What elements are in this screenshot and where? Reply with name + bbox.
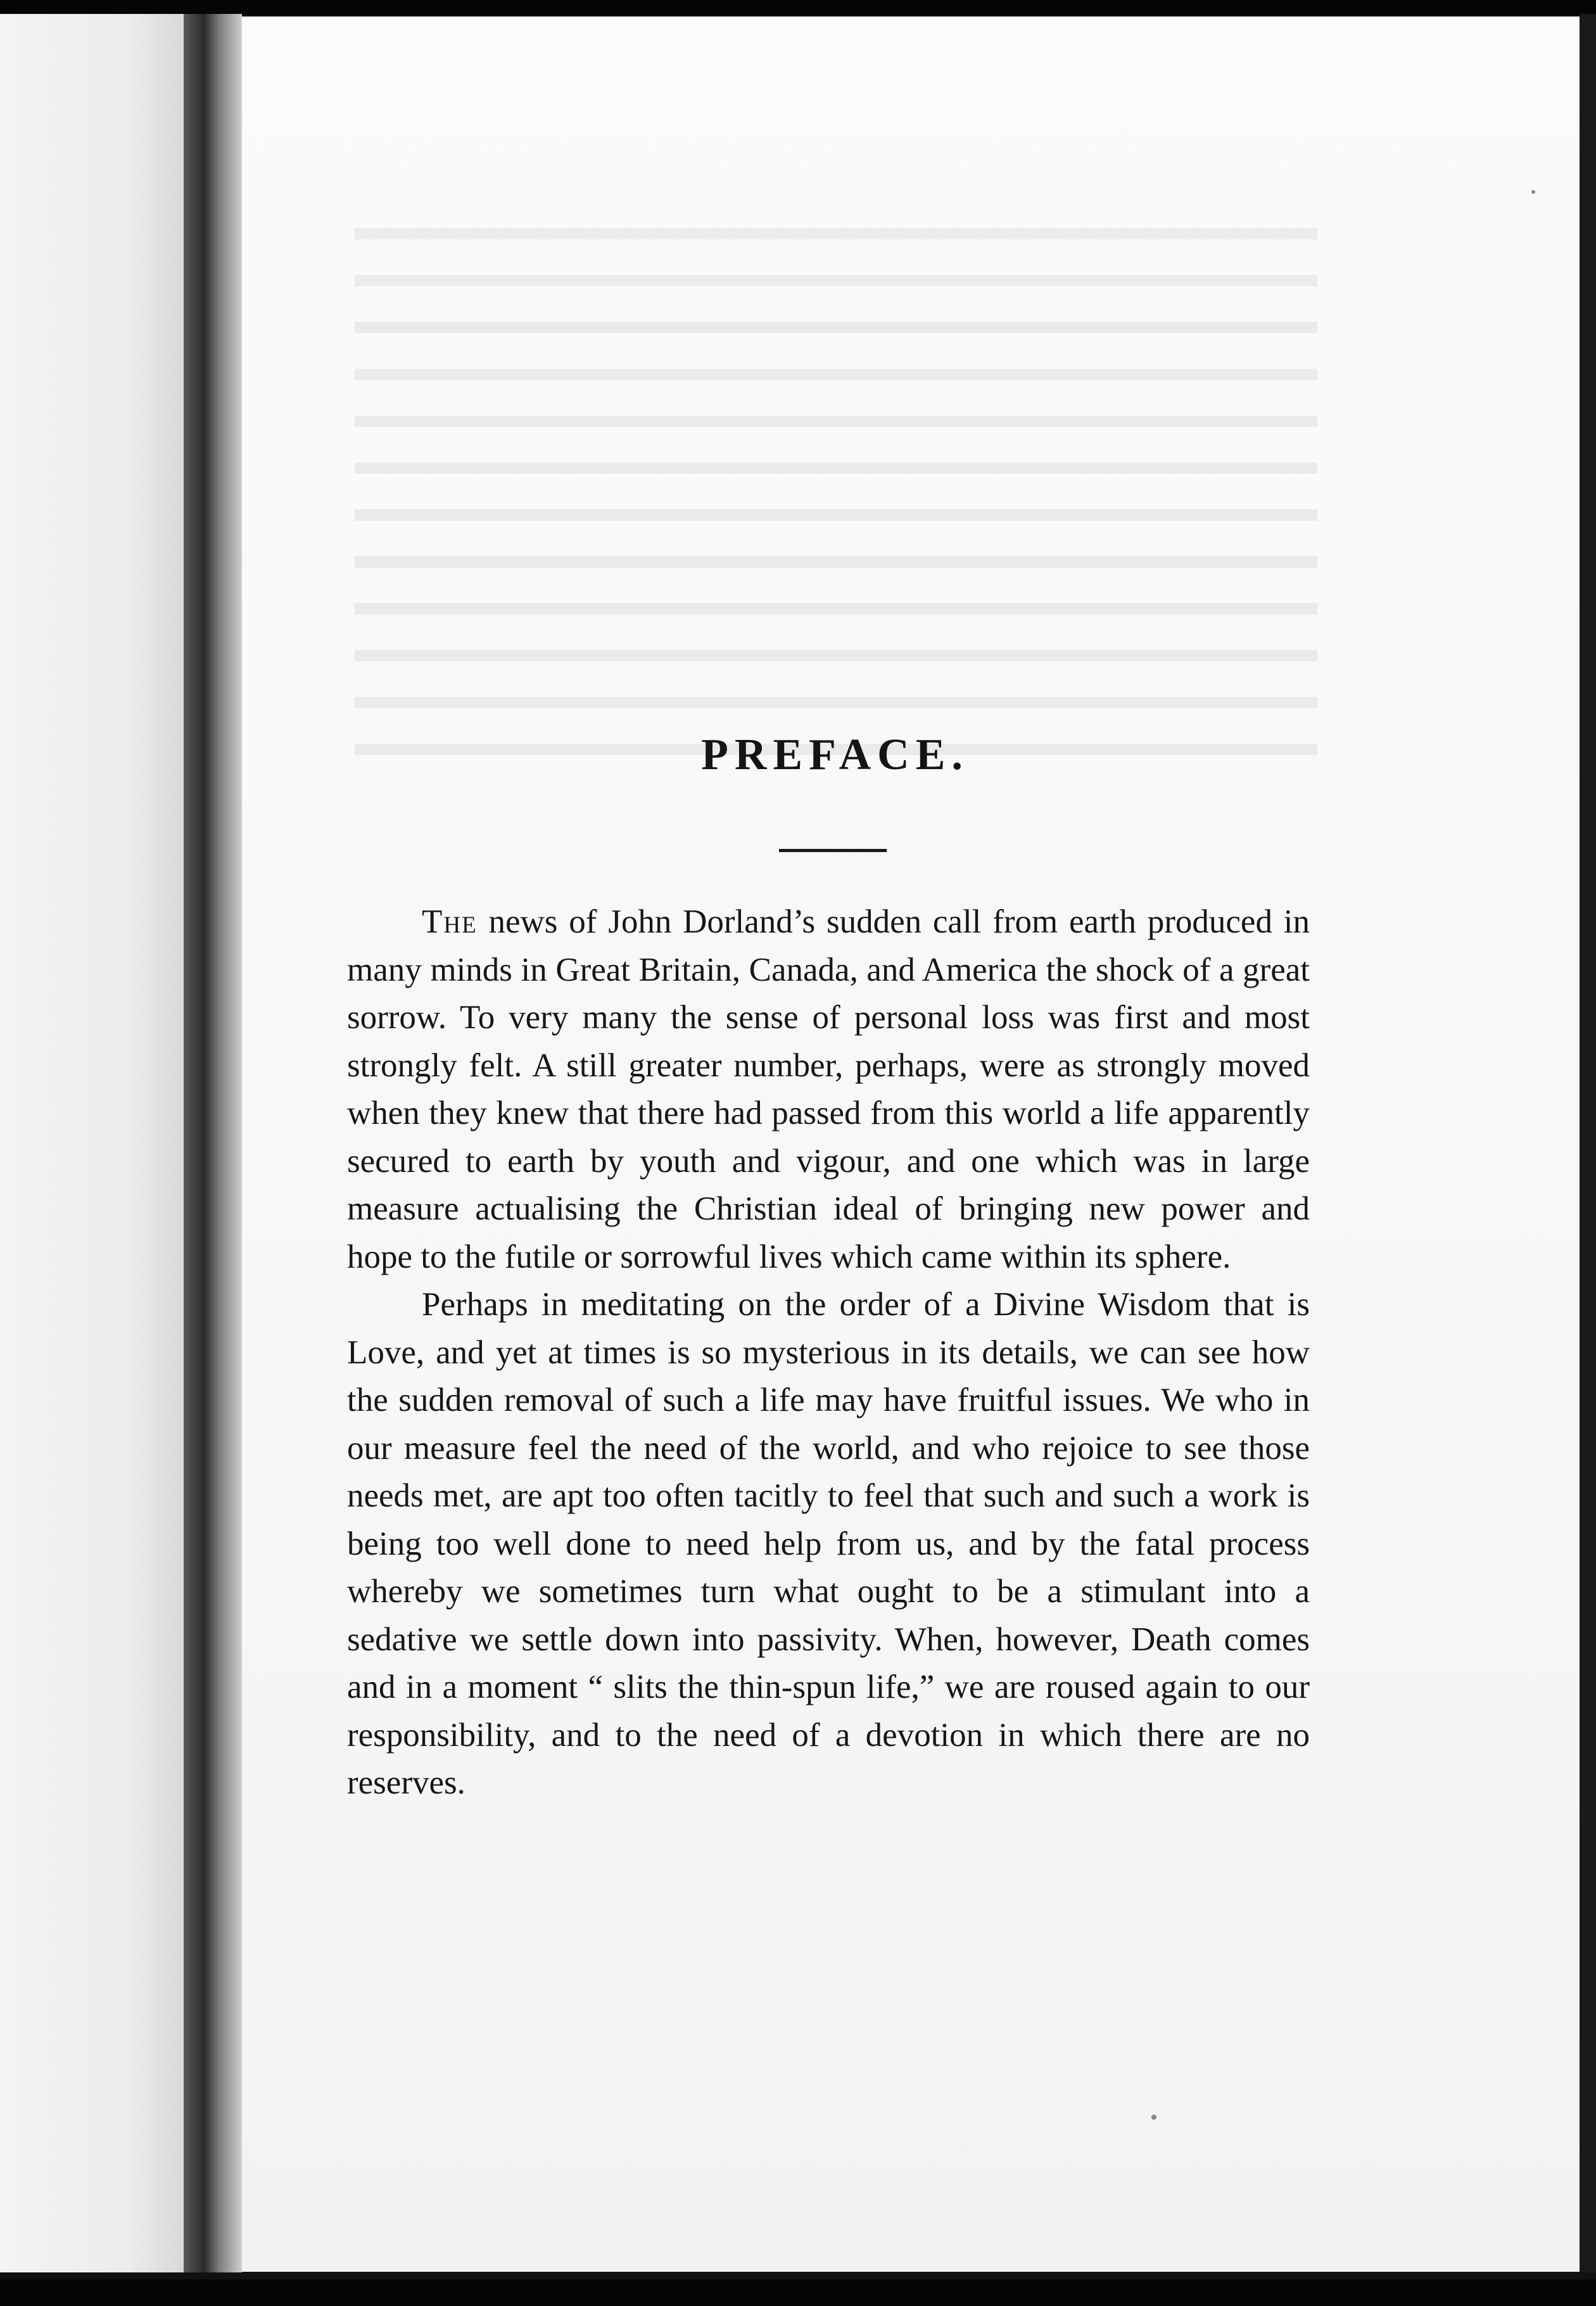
- paragraph-text: news of John Dorland’s sudden call from earth produced in many minds in Great Britain, Canada, and America the shock of a great sorrow. To very many the sense of personal loss was first and most strongly felt. A still greater number, perhaps, were as strongly moved when they knew that there had passed from this world a life apparently secured to earth by youth and vigour, and one which was in large measure actualising the Christian ideal of bringing new power and hope to the futile or sorrowful lives which came within its sphere.: [347, 903, 1310, 1275]
- preface-body: [347, 898, 1310, 1807]
- bleed-through-text: [355, 228, 1317, 773]
- book-gutter: [184, 14, 242, 2272]
- dust-speck: [1151, 2115, 1156, 2120]
- paragraph-lead-word: The: [422, 903, 478, 940]
- paragraph-1: [347, 898, 1310, 1281]
- facing-page-edge: [0, 14, 184, 2272]
- title-rule: [779, 849, 887, 852]
- scan-bottom-border: [0, 2279, 1596, 2306]
- page-title: PREFACE.: [701, 730, 969, 779]
- scan-right-border: [1580, 14, 1596, 2272]
- paragraph-2: [347, 1281, 1310, 1807]
- paragraph-text: Perhaps in meditating on the order of a Divine Wisdom that is Love, and yet at times is so mysterious in its details, we can see how the sudden removal of such a life may have fruitful issues. We who in our measure feel the need of the world, and who rejoice to see those needs met, are apt too often tacitly to feel that such and such a work is being too well done to need help from us, and by the fatal process whereby we sometimes turn what ought to be a stimulant into a sedative we settle down into passivity. When, however, Death comes and in a moment “ slits the thin-spun life,” we are roused again to our responsibility, and to the need of a devotion in which there are no reserves.: [347, 1286, 1310, 1801]
- dust-speck: [1531, 190, 1535, 194]
